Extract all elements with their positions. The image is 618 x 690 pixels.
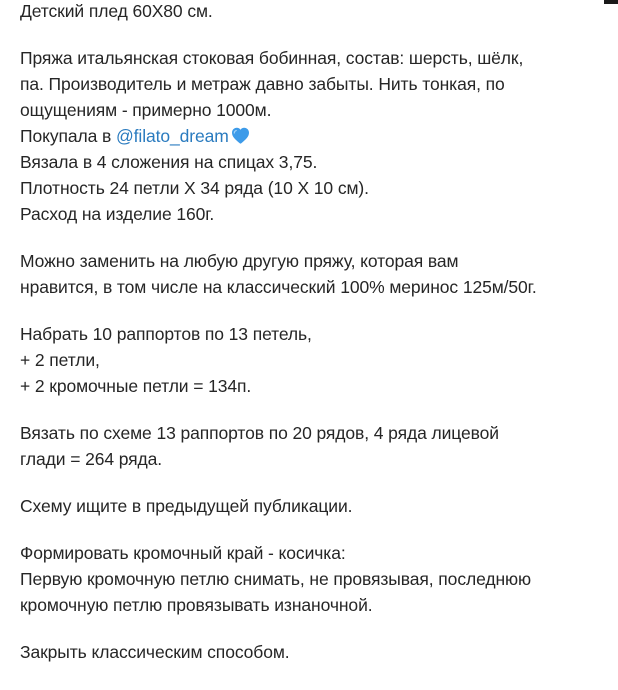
substitute-line-2: нравится, в том числе на классический 100% меринос 125м/50г. (20, 277, 537, 297)
edge-line-3: кромочную петлю провязывать изнаночной. (20, 595, 373, 615)
paragraph-gap (20, 227, 610, 248)
knit-line-2: глади = 264 ряда. (20, 449, 163, 469)
paragraph-gap (20, 618, 610, 639)
cast-on-line-2: + 2 петли, (20, 350, 100, 370)
gauge-line: Плотность 24 петли Х 34 ряда (10 Х 10 см). (20, 178, 369, 198)
yarn-line-2: па. Производитель и метраж давно забыты. Нить тонкая, по (20, 74, 505, 94)
paragraph-gap (20, 472, 610, 493)
scheme-note: Схему ищите в предыдущей публикации. (20, 496, 353, 516)
edge-line-1: Формировать кромочный край - косичка: (20, 543, 346, 563)
yarn-line-3: ощущениям - примерно 1000м. (20, 100, 272, 120)
consumption-line: Расход на изделие 160г. (20, 204, 215, 224)
cast-on-line-3: + 2 кромочные петли = 134п. (20, 376, 252, 396)
blue-heart-icon (231, 127, 250, 144)
paragraph-gap (20, 24, 610, 45)
paragraph-gap (20, 519, 610, 540)
post-text (20, 0, 610, 665)
mention-link[interactable]: @filato_dream (116, 126, 229, 146)
needles-line: Вязала в 4 сложения на спицах 3,75. (20, 152, 318, 172)
edge-line-2: Первую кромочную петлю снимать, не провязывая, последнюю (20, 569, 532, 589)
cast-on-line-1: Набрать 10 раппортов по 13 петель, (20, 324, 312, 344)
bind-off-line: Закрыть классическим способом. (20, 642, 290, 662)
knit-line-1: Вязать по схеме 13 раппортов по 20 рядов, 4 ряда лицевой (20, 423, 499, 443)
yarn-line-1: Пряжа итальянская стоковая бобинная, состав: шерсть, шёлк, (20, 48, 524, 68)
substitute-line-1: Можно заменить на любую другую пряжу, которая вам (20, 251, 459, 271)
bought-line (20, 123, 610, 149)
paragraph-gap (20, 300, 610, 321)
post-title: Детский плед 60Х80 см. (20, 1, 213, 21)
bought-prefix: Покупала в (20, 126, 116, 146)
paragraph-gap (20, 399, 610, 420)
